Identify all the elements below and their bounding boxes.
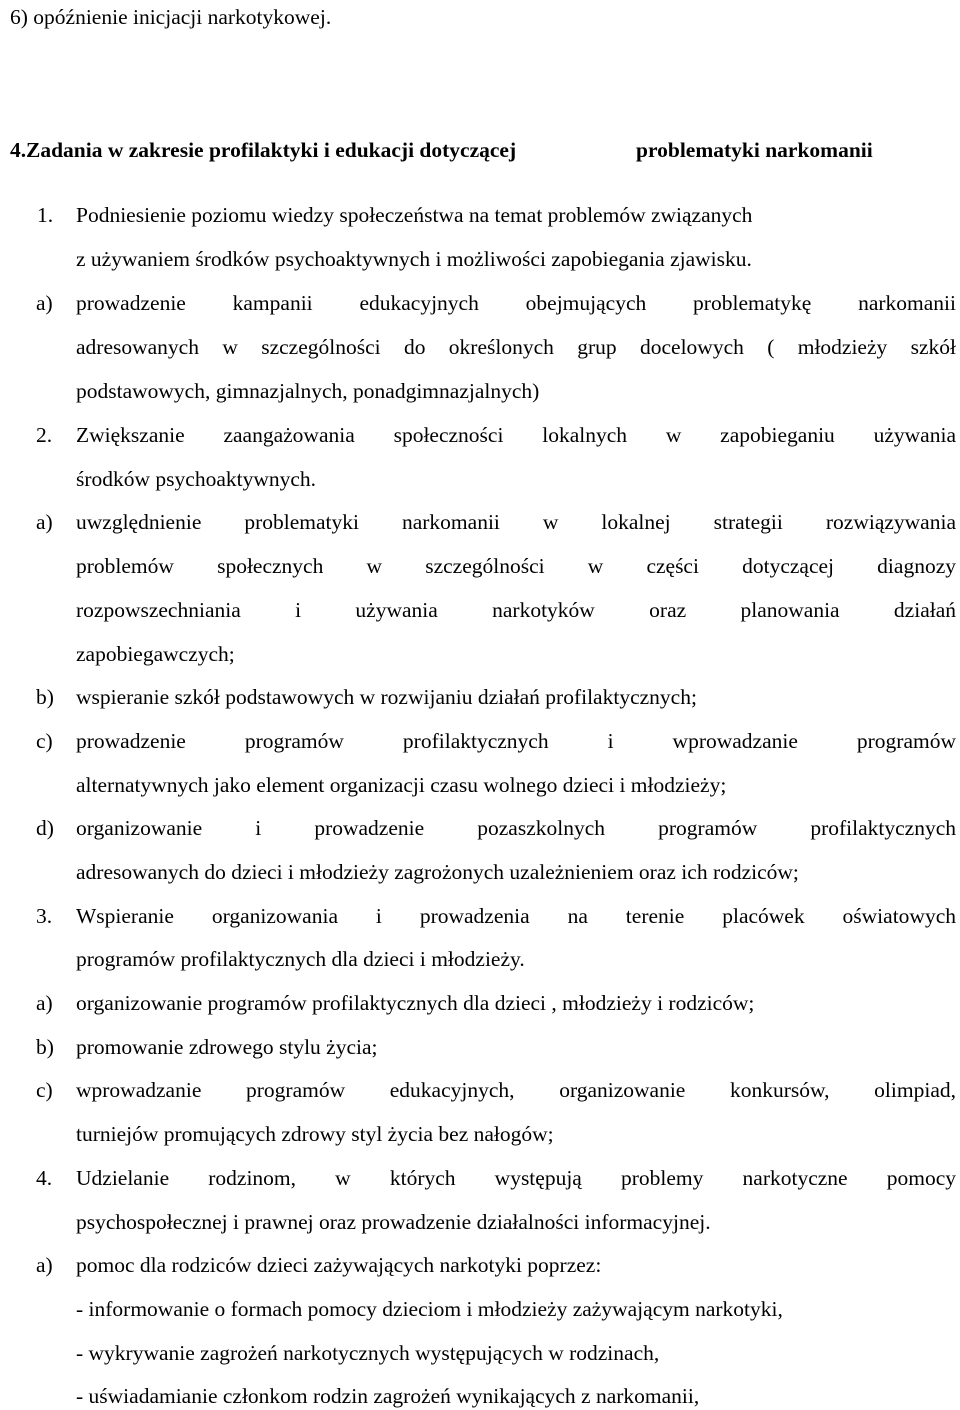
list-marker: a) bbox=[36, 510, 53, 534]
list-item-text: - uświadamianie członkom rodzin zagrożeń wynikających z narkomanii, bbox=[76, 1384, 700, 1408]
list-item-text: uwzględnienie problematyki narkomanii w lokalnej strategii rozwiązywania bbox=[76, 510, 956, 534]
list-item-text: turniejów promujących zdrowy styl życia bez nałogów; bbox=[76, 1122, 554, 1146]
list-item-text: z używaniem środków psychoaktywnych i możliwości zapobiegania zjawisku. bbox=[76, 247, 752, 271]
list-marker: b) bbox=[36, 685, 54, 709]
sub-item-2c-cont bbox=[76, 772, 726, 798]
list-item-text: środków psychoaktywnych. bbox=[76, 467, 317, 491]
list-marker: a) bbox=[36, 291, 53, 315]
sub-item-2d-cont bbox=[76, 859, 799, 885]
list-item-1-cont bbox=[76, 246, 752, 272]
list-marker: 2. bbox=[36, 423, 53, 447]
list-item-text: - wykrywanie zagrożeń narkotycznych występujących w rodzinach, bbox=[76, 1341, 660, 1365]
section-title: Zadania w zakresie profilaktyki i edukacji dotyczącej bbox=[26, 138, 517, 162]
list-item-text: organizowanie i prowadzenie pozaszkolnych programów profilaktycznych bbox=[76, 816, 956, 840]
section-number: 4. bbox=[10, 138, 27, 162]
list-marker: 1. bbox=[37, 203, 54, 227]
list-marker: a) bbox=[36, 991, 53, 1015]
list-item-text: adresowanych w szczególności do określonych grup docelowych ( młodzieży szkół bbox=[76, 335, 956, 359]
list-item-text: rozpowszechniania i używania narkotyków oraz planowania działań bbox=[76, 598, 956, 622]
list-item-6 bbox=[10, 4, 331, 30]
list-item-text: psychospołecznej i prawnej oraz prowadzenie działalności informacyjnej. bbox=[76, 1210, 711, 1234]
list-marker: 3. bbox=[36, 904, 53, 928]
list-item-text: Udzielanie rodzinom, w których występują problemy narkotyczne pomocy bbox=[76, 1166, 956, 1190]
list-item-text: adresowanych do dzieci i młodzieży zagrożonych uzależnieniem oraz ich rodziców; bbox=[76, 860, 799, 884]
sub-item-2a-cont bbox=[76, 641, 235, 667]
list-item-2-cont bbox=[76, 466, 316, 492]
list-item-text: - informowanie o formach pomocy dzieciom i młodzieży zażywającym narkotyki, bbox=[76, 1297, 783, 1321]
list-item-text: Wspieranie organizowania i prowadzenia na terenie placówek oświatowych bbox=[76, 904, 956, 928]
dash-item bbox=[76, 1383, 699, 1409]
list-item-text: pomoc dla rodziców dzieci zażywających narkotyki poprzez: bbox=[76, 1253, 602, 1277]
list-item-text: wspieranie szkół podstawowych w rozwijaniu działań profilaktycznych; bbox=[76, 685, 697, 709]
list-item-text: Zwiększanie zaangażowania społeczności lokalnych w zapobieganiu używania bbox=[76, 423, 956, 447]
list-marker: 4. bbox=[36, 1166, 53, 1190]
list-item-text: 6) opóźnienie inicjacji narkotykowej. bbox=[10, 5, 332, 29]
list-item-text: wprowadzanie programów edukacyjnych, organizowanie konkursów, olimpiad, bbox=[76, 1078, 956, 1102]
list-item-text: podstawowych, gimnazjalnych, ponadgimnazjalnych) bbox=[76, 379, 540, 403]
list-marker: d) bbox=[36, 816, 54, 840]
list-item-3-cont bbox=[76, 946, 525, 972]
list-item-4-cont bbox=[76, 1209, 711, 1235]
list-item-text: Podniesienie poziomu wiedzy społeczeństwa na temat problemów związanych bbox=[76, 203, 753, 227]
dash-item bbox=[76, 1340, 659, 1366]
list-item-text: prowadzenie programów profilaktycznych i wprowadzanie programów bbox=[76, 729, 956, 753]
list-marker: c) bbox=[36, 729, 53, 753]
list-item-text: promowanie zdrowego stylu życia; bbox=[76, 1035, 378, 1059]
list-marker: a) bbox=[36, 1253, 53, 1277]
list-marker: c) bbox=[36, 1078, 53, 1102]
list-item-text: organizowanie programów profilaktycznych dla dzieci , młodzieży i rodziców; bbox=[76, 991, 755, 1015]
list-item-text: prowadzenie kampanii edukacyjnych obejmujących problematykę narkomanii bbox=[76, 291, 956, 315]
list-item-text: alternatywnych jako element organizacji czasu wolnego dzieci i młodzieży; bbox=[76, 773, 727, 797]
list-item-text: zapobiegawczych; bbox=[76, 642, 235, 666]
list-item-text: programów profilaktycznych dla dzieci i młodzieży. bbox=[76, 947, 525, 971]
section-title-end: problematyki narkomanii bbox=[636, 138, 873, 162]
list-item-text: problemów społecznych w szczególności w części dotyczącej diagnozy bbox=[76, 554, 956, 578]
list-marker: b) bbox=[36, 1035, 54, 1059]
sub-item-1a-cont bbox=[76, 378, 539, 404]
sub-item-3c-cont bbox=[76, 1121, 554, 1147]
dash-item bbox=[76, 1296, 783, 1322]
